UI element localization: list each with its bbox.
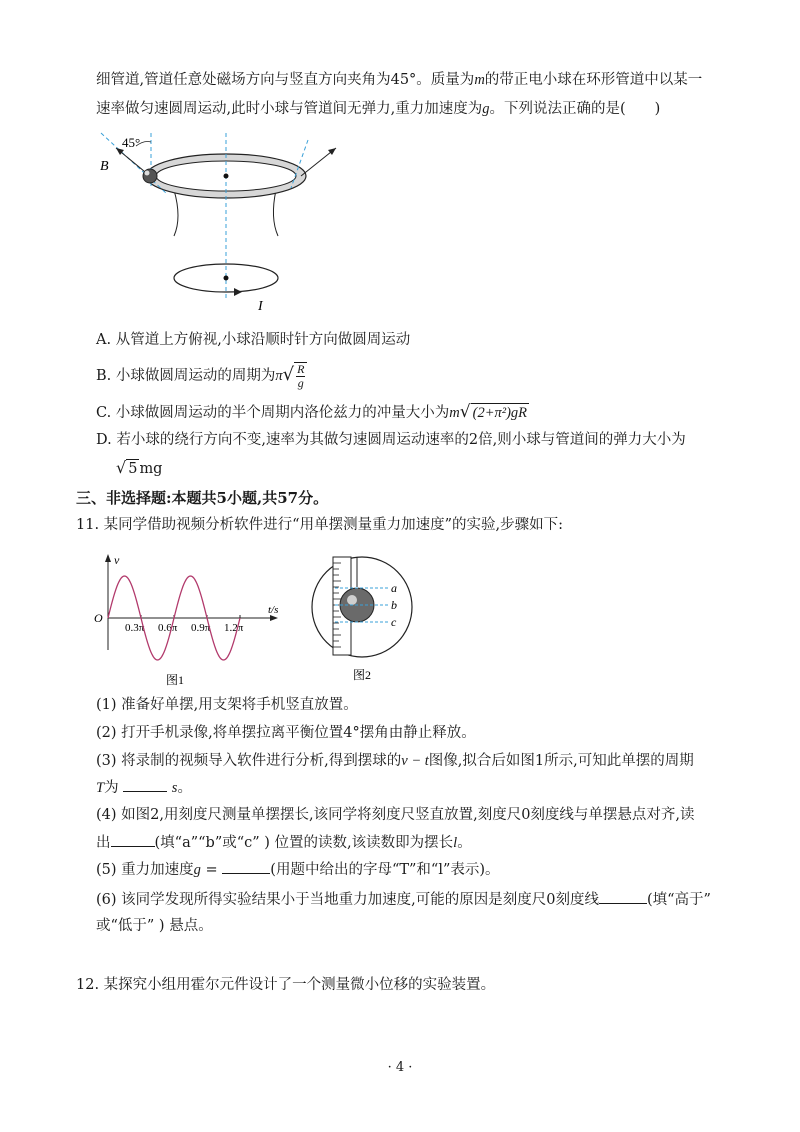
q10-option-b: B. 小球做圆周运动的周期为π√ $\frac{R}{g}$ <box>96 362 307 390</box>
x-tick-label: 0.3π <box>125 622 145 634</box>
angle-label: 45° <box>122 135 141 150</box>
x-tick-label: 0.9π <box>191 622 211 634</box>
answer-blank-period[interactable] <box>123 777 167 792</box>
label-b: b <box>391 598 397 612</box>
var-m: m <box>474 72 485 88</box>
ring-pipe-figure <box>96 128 366 323</box>
q10-option-d-line1: D. 若小球的绕行方向不变,速率为其做匀速圆周运动速率的2倍,则小球与管道间的弹力大小为 <box>96 432 686 448</box>
page-number: · 4 · <box>387 1060 413 1075</box>
q10-stem-line2: 速率做匀速圆周运动,此时小球与管道间无弹力,重力加速度为g。下列说法正确的是( ) <box>96 101 661 117</box>
charged-ball <box>143 169 157 183</box>
q11-step1: (1) 准备好单摆,用支架将手机竖直放置。 <box>96 697 358 713</box>
q11-step5: (5) 重力加速度g = (用题中给出的字母“T”和“l”表示)。 <box>96 859 500 880</box>
q10-option-d-line2: √ 5 mg <box>116 458 163 477</box>
q11-step6-line2: 或“低于” ) 悬点。 <box>96 918 213 934</box>
var-g: g <box>482 101 490 117</box>
answer-blank-position[interactable] <box>111 832 155 847</box>
q10-option-a: A. 从管道上方俯视,小球沿顺时针方向做圆周运动 <box>96 332 411 348</box>
label-c: c <box>391 615 397 629</box>
y-axis-label: v <box>114 553 120 567</box>
q12-stem: 12. 某探究小组用霍尔元件设计了一个测量微小位移的实验装置。 <box>76 977 496 993</box>
q11-step3-line2: T为 s。 <box>96 777 192 798</box>
q10-stem-line1: 细管道,管道任意处磁场方向与竖直方向夹角为45°。质量为m的带正电小球在环形管道中以某一 <box>96 72 703 88</box>
label-a: a <box>391 581 397 595</box>
fig2-caption: 图2 <box>353 668 372 682</box>
q11-step4-line2: 出 (填“a”“b”或“c” ) 位置的读数,该读数即为摆长l。 <box>96 832 472 853</box>
option-b-fraction: $\frac{R}{g}$ <box>294 362 307 390</box>
section-3-title: 三、非选择题:本题共5小题,共57分。 <box>76 489 329 507</box>
support-left <box>174 190 178 236</box>
q11-step2: (2) 打开手机录像,将单摆拉离平衡位置4°摆角由静止释放。 <box>96 725 476 741</box>
i-label: I <box>258 299 263 314</box>
vt-graph <box>90 550 290 690</box>
x-tick-label: 1.2π <box>224 622 244 634</box>
q10-option-c: C. 小球做圆周运动的半个周期内洛伦兹力的冲量大小为m√ (2+π²)gR <box>96 402 528 422</box>
q11-step3: (3) 将录制的视频导入软件进行分析,得到摆球的v − t图像,拟合后如图1所示,可知此单摆的周期 <box>96 753 694 769</box>
answer-blank-higher-lower[interactable] <box>599 889 647 904</box>
q11-step6-line1: (6) 该同学发现所得实验结果小于当地重力加速度,可能的原因是刻度尺0刻度线 (填“高于” <box>96 889 711 910</box>
q11-stem: 11. 某同学借助视频分析软件进行“用单摆测量重力加速度”的实验,步骤如下: <box>76 517 563 533</box>
current-arrow <box>234 288 242 296</box>
answer-blank-g[interactable] <box>222 859 270 874</box>
b-label: B <box>100 159 109 174</box>
fig1-caption: 图1 <box>166 673 185 687</box>
q11-step4-line1: (4) 如图2,用刻度尺测量单摆摆长,该同学将刻度尺竖直放置,刻度尺0刻度线与单摆悬点对齐,读 <box>96 807 695 823</box>
support-right <box>273 190 278 236</box>
x-axis-label: t/s <box>268 604 279 616</box>
x-tick-label: 0.6π <box>158 622 178 634</box>
ruler-figure <box>305 545 425 685</box>
origin-label: O <box>94 611 103 625</box>
